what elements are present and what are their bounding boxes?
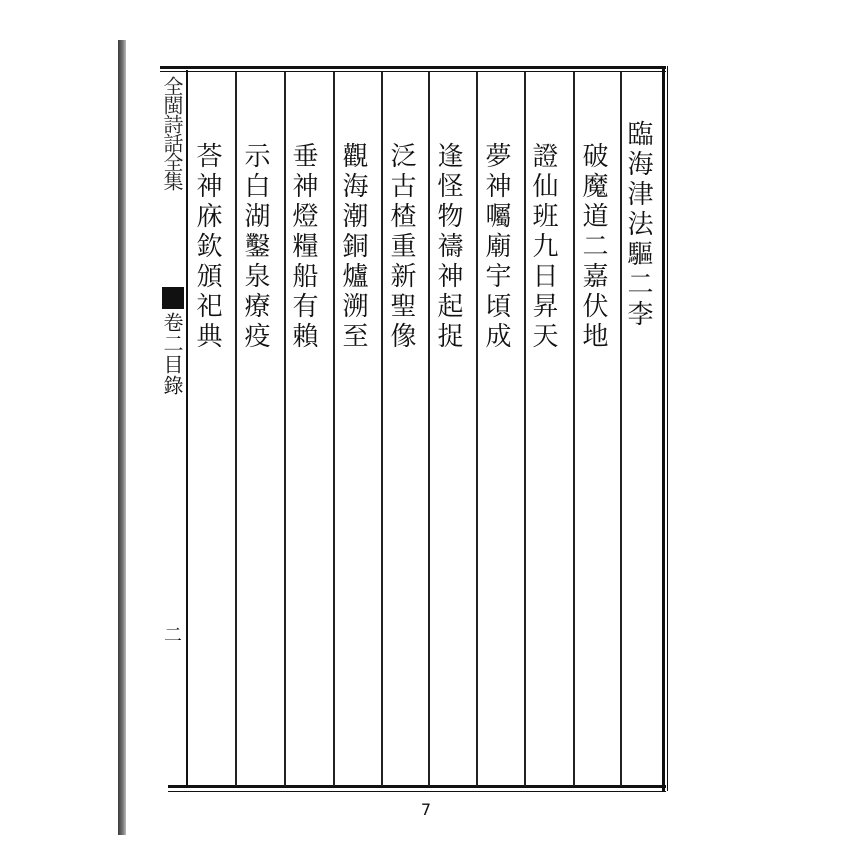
binding-edge <box>118 40 126 835</box>
frame-left-border <box>186 70 188 788</box>
column-rule <box>476 72 478 786</box>
banxin-book-title: 全閩詩話全集 <box>160 76 184 190</box>
column-text-9: 示白湖鑿泉療疫 <box>240 142 270 352</box>
column-rule <box>381 72 383 786</box>
banxin-juan-label: 卷二目錄 <box>160 312 184 396</box>
column-text-1: 臨海津法驅二李 <box>623 120 653 330</box>
column-text-2: 破魔道二嘉伏地 <box>578 142 608 352</box>
column-text-10: 荅神庥欽頒祀典 <box>192 142 222 352</box>
column-rule <box>573 72 575 786</box>
frame-top-border <box>160 66 666 69</box>
column-rule <box>524 72 526 786</box>
frame-right-inner-border <box>667 66 668 791</box>
frame-bottom-border <box>168 785 666 788</box>
column-text-5: 逢怪物禱神起捉 <box>433 142 463 352</box>
page-number: 7 <box>420 800 432 819</box>
column-rule <box>620 72 622 786</box>
frame-bottom-inner-border <box>168 791 666 792</box>
fish-tail-mark <box>162 287 184 309</box>
column-rule <box>284 72 286 786</box>
frame-right-border <box>662 66 665 791</box>
column-text-8: 垂神燈糧船有賴 <box>288 142 318 352</box>
column-text-4: 夢神囑廟宇頃成 <box>481 142 511 352</box>
column-text-6: 泛古楂重新聖像 <box>386 142 416 352</box>
banxin-leaf-number: 二 <box>161 625 182 643</box>
column-text-7: 觀海潮銅爐溯至 <box>338 142 368 352</box>
column-rule <box>235 72 237 786</box>
column-rule <box>428 72 430 786</box>
column-rule <box>333 72 335 786</box>
column-text-3: 證仙班九日昇天 <box>528 142 558 352</box>
